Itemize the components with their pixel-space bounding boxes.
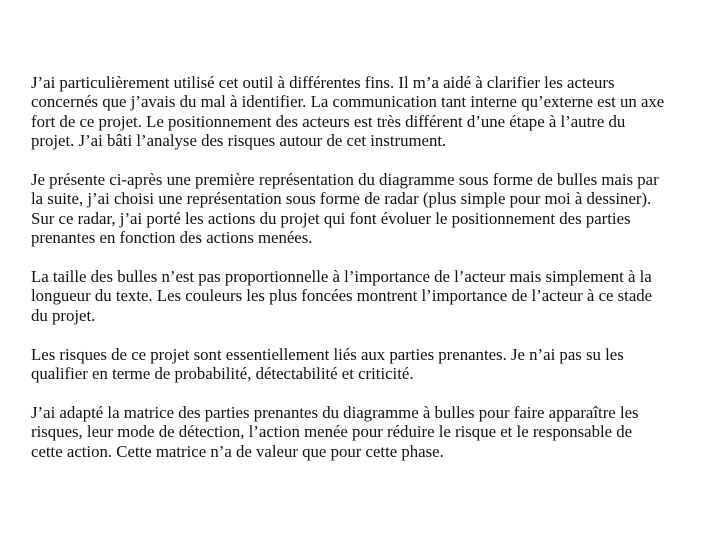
paragraph-3 bbox=[31, 267, 691, 325]
text-line: risques, leur mode de détection, l’action menée pour réduire le risque et le responsable de bbox=[31, 422, 633, 442]
paragraph-1 bbox=[31, 73, 691, 151]
text-line: projet. J’ai bâti l’analyse des risques autour de cet instrument. bbox=[31, 131, 447, 151]
text-line: prenantes en fonction des actions menées. bbox=[31, 228, 313, 248]
text-line: J’ai particulièrement utilisé cet outil à différentes fins. Il m’a aidé à clarifier les acteurs bbox=[31, 73, 615, 92]
document-body bbox=[31, 73, 691, 480]
paragraph-2 bbox=[31, 170, 691, 248]
text-line: fort de ce projet. Le positionnement des acteurs est très différent d’une étape à l’autre du bbox=[31, 111, 626, 131]
text-line: longueur du texte. Les couleurs les plus foncées montrent l’importance de l’acteur à ce stade bbox=[31, 286, 653, 306]
text-line: Je présente ci-après une première représentation du diagramme sous forme de bulles mais par bbox=[31, 170, 659, 190]
text-line: qualifier en terme de probabilité, détectabilité et criticité. bbox=[31, 364, 414, 384]
text-line: cette action. Cette matrice n’a de valeur que pour cette phase. bbox=[31, 441, 444, 461]
text-line: la suite, j’ai choisi une représentation sous forme de radar (plus simple pour moi à dessiner). bbox=[31, 189, 652, 209]
paragraph-5 bbox=[31, 403, 691, 461]
text-line: du projet. bbox=[31, 305, 96, 325]
text-line: J’ai adapté la matrice des parties prenantes du diagramme à bulles pour faire apparaître les bbox=[31, 402, 639, 422]
text-line: Les risques de ce projet sont essentiellement liés aux parties prenantes. Je n’ai pas su les bbox=[31, 344, 624, 364]
text-line: Sur ce radar, j’ai porté les actions du projet qui font évoluer le positionnement des parties bbox=[31, 208, 631, 228]
text-line: concernés que j’avais du mal à identifier. La communication tant interne qu’externe est un axe bbox=[31, 92, 665, 112]
paragraph-4 bbox=[31, 345, 691, 384]
text-line: La taille des bulles n’est pas proportionnelle à l’importance de l’acteur mais simplement à la bbox=[31, 267, 652, 287]
